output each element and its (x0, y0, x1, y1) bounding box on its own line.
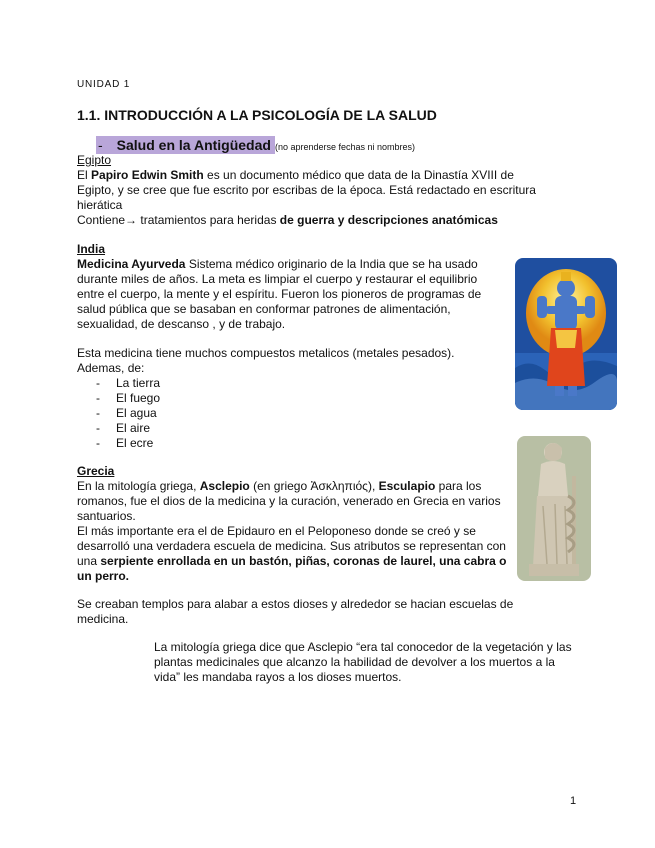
grecia-text-c: (en griego Ἀσκληπιός), (249, 479, 379, 493)
grecia-block (77, 464, 509, 584)
list-item: - El fuego (96, 391, 517, 406)
egipto-block (77, 153, 547, 228)
india-metals-block (77, 346, 517, 451)
egipto-heading: Egipto (77, 153, 112, 167)
asclepio-name: Asclepio (199, 479, 250, 493)
papiro-name: Papiro Edwin Smith (91, 168, 204, 182)
unit-label: UNIDAD 1 (77, 79, 131, 90)
list-item: - La tierra (96, 376, 517, 391)
list-item: - El ecre (96, 436, 517, 451)
india-paragraph-3: Ademas, de: (77, 361, 145, 375)
quote-paragraph: La mitología griega dice que Asclepio “era tal conocedor de la vegetación y las plantas medicinales que alcanzo la habilidad de devolver a los muertos a la vida” les mandaba rayos a los dioses muertos. (154, 640, 572, 684)
dhanvantari-illustration-icon (515, 258, 617, 410)
egipto-text-c: Contiene→ tratamientos para heridas (77, 213, 280, 227)
grecia-paragraph-2 (77, 524, 509, 584)
india-paragraph-1 (77, 257, 497, 332)
section-note: (no aprenderse fechas ni nombres) (274, 142, 416, 152)
temples-paragraph: Se creaban templos para alabar a estos dioses y alrededor se hacian escuelas de medicina. (77, 597, 514, 626)
egipto-text-b: es un documento médico que data de la Dinastía XVIII de Egipto, y se cree que fue escrito por escribas de la época. Está redactado en escritura hierática (77, 168, 536, 212)
egipto-paragraph-2 (77, 213, 547, 228)
india-paragraph-2: Esta medicina tiene muchos compuestos metalicos (metales pesados). (77, 346, 455, 360)
dhanvantari-svg (515, 258, 617, 410)
grecia-heading: Grecia (77, 464, 115, 478)
section-dash: - (98, 137, 103, 153)
section-highlight (96, 136, 275, 154)
egipto-bold-d: de guerra y descripciones anatómicas (279, 213, 498, 227)
asclepius-statue-photo-icon (517, 436, 591, 581)
list-item: - El agua (96, 406, 517, 421)
grecia-text-f: El más importante era el de Epidauro en el Peloponeso donde se creó y se desarrolló una verdadera escuela de medicina. Sus atributos se representan con una (77, 524, 506, 568)
asclepius-svg (517, 436, 591, 581)
india-text: Sistema médico originario de la India que se ha usado durante miles de años. La meta es limpiar el cuerpo y restaurar el equilibrio entre el cuerpo, la mente y el espíritu. Fueron los pioneros de programas de salud pública que se basaban en conformar patrones de alimentación, sexualidad, de descanso , y de trabajo. (77, 257, 482, 331)
esculapio-name: Esculapio (378, 479, 436, 493)
grecia-text-a: En la mitología griega, (77, 479, 200, 493)
grecia-paragraph-1 (77, 479, 509, 524)
india-block (77, 242, 497, 332)
india-heading: India (77, 242, 106, 256)
list-item: - El aire (96, 421, 517, 436)
egipto-text-a: El (77, 168, 92, 182)
elements-list (77, 376, 517, 451)
page-number: 1 (570, 795, 577, 807)
grecia-text-e: para los romanos, fue el dios de la medicina y la curación, venerado en Grecia en varios santuarios. (77, 479, 501, 523)
ayurveda-name: Medicina Ayurveda (77, 257, 186, 271)
page-title: 1.1. INTRODUCCIÓN A LA PSICOLOGÍA DE LA SALUD (77, 107, 437, 123)
section-title: Salud en la Antigüedad (116, 137, 271, 153)
grecia-bold-attributes: serpiente enrollada en un bastón, piñas, coronas de laurel, una cabra o un perro. (77, 554, 507, 583)
egipto-paragraph-1 (77, 168, 547, 213)
